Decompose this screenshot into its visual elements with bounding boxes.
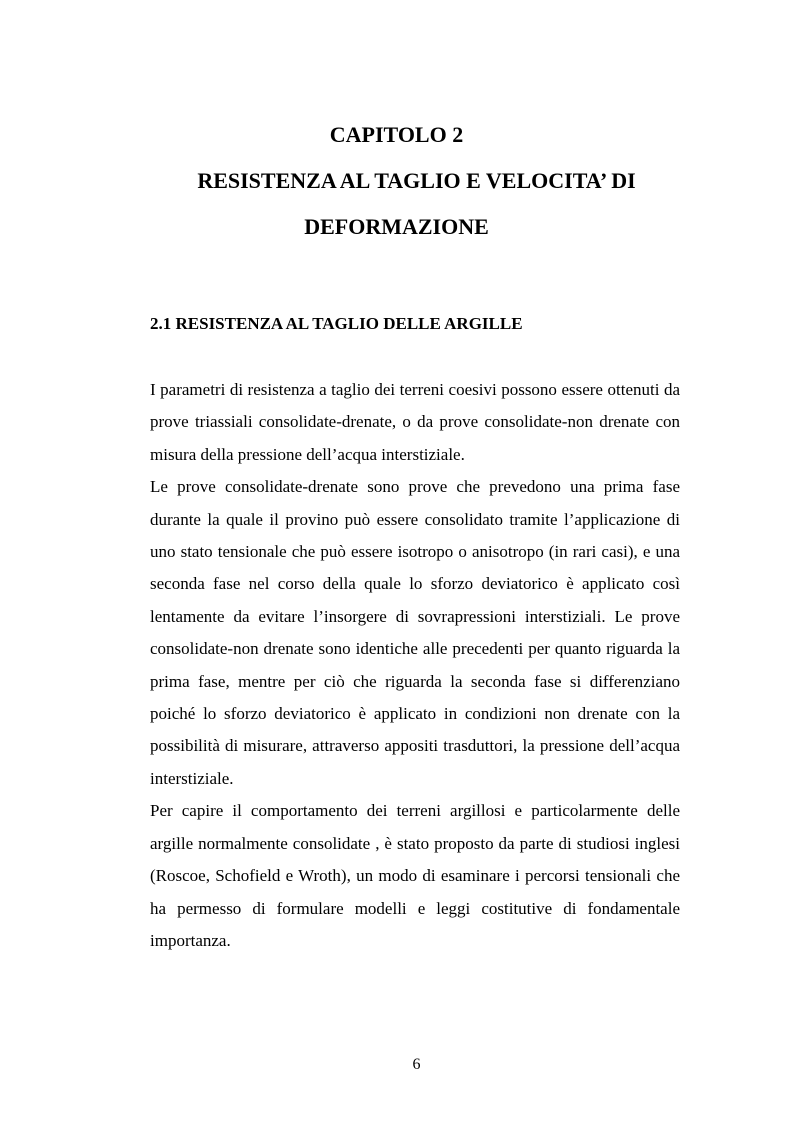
chapter-label: CAPITOLO 2 [329, 122, 464, 147]
section-title: 2.1 RESISTENZA AL TAGLIO DELLE ARGILLE [150, 314, 523, 333]
chapter-heading [0, 112, 793, 250]
paragraph-3: Per capire il comportamento dei terreni argillosi e particolarmente delle argille normalmente consolidate , è stato proposto da parte di studiosi inglesi (Roscoe, Schofield e Wroth), un modo di esaminare i percorsi tensionali che ha permesso di formulare modelli e leggi costitutive di fondamentale importanza. [150, 801, 680, 950]
chapter-title-line-1: RESISTENZA AL TAGLIO E VELOCITA’ DI [197, 168, 636, 193]
body-text [150, 374, 680, 957]
chapter-title-line-2: DEFORMAZIONE [304, 214, 489, 239]
paragraph-2: Le prove consolidate-drenate sono prove che prevedono una prima fase durante la quale il provino può essere consolidato tramite l’applicazione di uno stato tensionale che può essere isotropo o anisotropo (in rari casi), e una seconda fase nel corso della quale lo sforzo deviatorico è applicato così lentamente da evitare l’insorgere di sovrapressioni interstiziali. Le prove consolidate-non drenate sono identiche alle precedenti per quanto riguarda la prima fase, mentre per ciò che riguarda la seconda fase si differenziano poiché lo sforzo deviatorico è applicato in condizioni non drenate con la possibilità di misurare, attraverso appositi trasduttori, la pressione dell’acqua interstiziale. [150, 477, 680, 788]
paragraph-1: I parametri di resistenza a taglio dei terreni coesivi possono essere ottenuti da prove triassiali consolidate-drenate, o da prove consolidate-non drenate con misura della pressione dell’acqua interstiziale. [150, 380, 680, 464]
page-number: 6 [412, 1056, 421, 1073]
